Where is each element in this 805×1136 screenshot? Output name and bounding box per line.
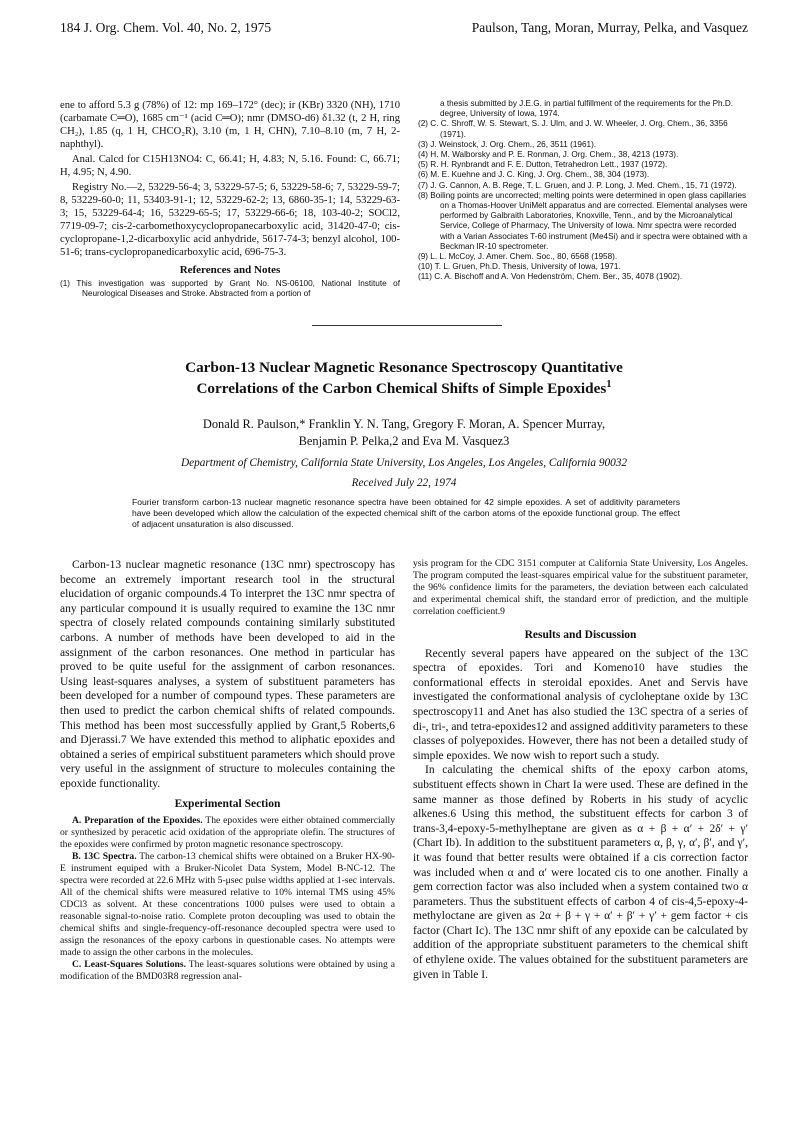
references-heading: References and Notes — [179, 264, 281, 276]
results-paragraph-1: Recently several papers have appeared on the subject of the 13C spectra of epoxides. Tori and Komeno10 have studies the conformational effects in steroidal epoxides. Anet and Servis have investigated the conformational analysis of cycloheptane oxide by 13C spectroscopy11 and Anet has also studied the 13C spectra of a series of di-, tri-, and tetra-epoxides12 and assigned additivity parameters to these classes of polyepoxides. However, there has not been a detailed study of simple epoxides. We now wish to report such a study. — [413, 647, 748, 762]
results-heading: Results and Discussion — [524, 629, 637, 641]
author-list — [60, 416, 748, 450]
exp-a-text: The epoxides were either obtained commercially or synthesized by peracetic acid oxidation of the appropriate olefin. The structures of the epoxides were confirmed by proton magnetic resonance spectroscopy. — [60, 815, 395, 851]
body-right-column — [413, 558, 748, 982]
reference-6: (6) M. E. Kuehne and J. C. King, J. Org. Chem., 38, 304 (1973). — [418, 170, 650, 180]
reference-7: (7) J. G. Cannon, A. B. Rege, T. L. Gruen, and J. P. Long, J. Med. Chem., 15, 71 (1972). — [418, 180, 737, 190]
exp-c-title: C. Least-Squares Solutions. — [72, 959, 186, 971]
authors-line-2: Benjamin P. Pelka,2 and Eva M. Vasquez3 — [298, 434, 510, 448]
section-divider — [312, 325, 502, 326]
affiliation: Department of Chemistry, California State University, Los Angeles, Los Angeles, California 90032 — [180, 457, 628, 469]
methods-continuation: ysis program for the CDC 3151 computer at California State University, Los Angeles. The program computed the least-squares empirical value for the substituent parameter, the 96% confidence limits for the parameters, the deviation between each calculated and experimental chemical shift, the standard error of prediction, and the multiple correlation coefficient.9 — [413, 558, 748, 617]
introduction-paragraph: Carbon-13 nuclear magnetic resonance (13C nmr) spectroscopy has become an extremely important research tool in the structural elucidation of organic compounds.4 To interpret the 13C nmr spectra of any particular compound it is usually required to examine the 13C nmr spectra of closely related compounds containing similarly substituted carbons. A number of methods have been developed to aid in the assignment of the carbon resonances. One method in particular has proved to be quite useful for the assignment of carbon resonances. Using least-squares analyses, a system of substituent parameters has been developed for a number of compound types. These parameters are then used to predict the carbon chemical shifts of related compounds. This method has been most successfully applied by Grant,5 Roberts,6 and Djerassi.7 We have extended this method to aliphatic epoxides and obtained a series of empirical substituent parameters which should prove very useful in the assignment of structure to molecules containing the epoxide functionality. — [60, 559, 395, 790]
article-title — [60, 357, 748, 399]
reference-2: (2) C. C. Shroff, W. S. Stewart, S. J. Ulm, and J. W. Wheeler, J. Org. Chem., 36, 3356 (1971). — [418, 119, 728, 139]
authors-line-1: Donald R. Paulson,* Franklin Y. N. Tang, Gregory F. Moran, A. Spencer Murray, — [202, 417, 606, 431]
exp-paragraph-c — [60, 959, 395, 983]
reference-4: (4) H. M. Walborsky and P. E. Ronman, J. Org. Chem., 38, 4213 (1973). — [418, 150, 679, 160]
title-footnote-mark: 1 — [606, 378, 612, 390]
exp-paragraph-a — [60, 815, 395, 851]
reference-9: (9) L. L. McCoy, J. Amer. Chem. Soc., 80, 6568 (1958). — [418, 252, 618, 262]
reference-1: (1) This investigation was supported by Grant No. NS-06100, National Institute of Neurological Diseases and Stroke. Abstracted from a portion of — [60, 279, 400, 299]
exp-b-title: B. 13C Spectra. — [72, 851, 137, 863]
exp-b-text: The carbon-13 chemical shifts were obtained on a Bruker HX-90-E instrument equiped with a Bruker-Nicolet Data System, Model B-NC-12. The spectra were recorded at 22.6 MHz with 5-μsec pulse widths applied at 1-sec intervals. All of the chemical shifts were measured relative to 10% internal TMS using 45% CDCl3 as solvent. At these concentrations 1000 pulses were used to obtain a reasonable signal-to-noise ratio. Complete proton decoupling was used to obtain the chemical shifts and single-frequency-off-resonance decoupled spectra were used to assign the resonances of the epoxy carbons in questionable cases. No attempts were made to assign the other carbons in the molecules. — [60, 851, 395, 959]
title-line-2-text: Correlations of the Carbon Chemical Shifts of Simple Epoxides — [196, 380, 607, 397]
reference-1-continued: a thesis submitted by J.E.G. in partial fulfillment of the requirements for the Ph.D. degree, University of Iowa, 1974. — [440, 99, 734, 119]
abstract: Fourier transform carbon-13 nuclear magnetic resonance spectra have been obtained for 42 simple epoxides. A set of additivity parameters have been developed which allow the calculation of the expected chemical shift of the carbon atoms of the epoxide functional group. The effect of adjacent unsaturation is also discussed. — [132, 497, 680, 529]
reference-10: (10) T. L. Gruen, Ph.D. Thesis, University of Iowa, 1971. — [418, 262, 621, 272]
analysis-text: Anal. Calcd for C15H13NO4: C, 66.41; H, 4.83; N, 5.16. Found: C, 66.71; H, 4.95; N, 4.90. — [60, 154, 400, 178]
experimental-section — [60, 815, 395, 983]
top-left-column — [60, 99, 400, 301]
experimental-heading: Experimental Section — [174, 797, 281, 810]
running-header — [60, 20, 748, 40]
received-date: Received July 22, 1974 — [351, 477, 457, 489]
results-paragraph-2: In calculating the chemical shifts of the epoxy carbon atoms, substituent effects shown in Chart Ia were used. These are defined in the same manner as those defined by Roberts in his study of acyclic alkenes.6 Using this method, the substituent effects for carbon 3 of trans-3,4-epoxy-5-methylheptane are given as α + β + α′ + 2δ′ + γ′ (Chart Ib). In addition to the substituent parameters α, β, γ, α′, β′, and γ′, it was found that better results were obtained if a cis correction factor was included when α and α′ were located cis to one another. Finally a gem correction factor was also included when a system contained two α parameters. Thus the substituent effects of carbon 4 of cis-4,5-epoxy-4-methyloctane are given as 2α + β + γ + α′ + β′ + γ′ + gem factor + cis factor (Chart Ic). The 13C nmr shift of any epoxide can be calculated by addition of the appropriate substituent parameters to the chemical shift of ethylene oxide. The values obtained for the substituent parameters are given in Table I. — [413, 764, 748, 981]
body-left-column — [60, 558, 395, 983]
registry-numbers: Registry No.—2, 53229-56-4; 3, 53229-57-5; 6, 53229-58-6; 7, 53229-59-7; 8, 53229-60-0; 11, 53403-91-1; 12, 53229-62-2; 13, 6860-35-1; 14, 53229-63-3; 15, 53229-64-4; 16, 53229-65-5; 17, 53229-66-6; 18, 103-40-2; SOCl2, 7719-09-7; cis-2-carbomethoxycyclopropanecarboxylic acid, 31420-47-0; cis-cyclopropane-1,2-dicarboxylic acid anhydride, 5617-74-3; benzyl alcohol, 100-51-6; trans-cyclopropanedicarboxylic acid, 696-75-3. — [60, 182, 400, 258]
reference-8: (8) Boiling points are uncorrected; melting points were determined in open glass capillaries on a Thomas-Hoover UniMelt apparatus and are corrected. Elemental analyses were performed by Galbraith Laboratories, Knoxville, Tenn., and by the Microanalytical Service, College of Pharmacy, The University of Iowa. Nmr spectra were recorded with a Varian Associates T-60 instrument (Me4Si) and ir spectra were obtained with a Beckman IR-10 spectrometer. — [418, 190, 748, 251]
header-authors: Paulson, Tang, Moran, Murray, Pelka, and Vasquez — [471, 20, 748, 35]
exp-a-title: A. Preparation of the Epoxides. — [72, 815, 203, 827]
exp-paragraph-b — [60, 851, 395, 959]
reference-3: (3) J. Weinstock, J. Org. Chem., 26, 3511 (1961). — [418, 139, 597, 149]
top-right-column — [418, 99, 748, 283]
header-journal-citation: 184 J. Org. Chem. Vol. 40, No. 2, 1975 — [60, 20, 272, 35]
exp-c-text: The least-squares solutions were obtained by using a modification of the BMD03R8 regression anal- — [60, 959, 395, 983]
reference-5: (5) R. H. Rynbrandt and F. E. Dutton, Tetrahedron Lett., 1937 (1972). — [418, 160, 668, 170]
reference-11: (11) C. A. Bischoff and A. Von Hedenström, Chem. Ber., 35, 4078 (1902). — [418, 272, 683, 282]
title-line-1: Carbon-13 Nuclear Magnetic Resonance Spectroscopy Quantitative — [185, 359, 623, 376]
title-line-2 — [60, 378, 748, 399]
prior-article-text: ene to afford 5.3 g (78%) of 12: mp 169–172° (dec); ir (KBr) 3320 (NH), 1710 (carbamate C═O), 1685 cm⁻¹ (acid C═O); nmr (DMSO-d6) δ1.32 (t, 2 H, ring CH₂), 1.85 (q, 1 H, CHCO₂R), 3.10 (m, 1 H, CHN), 7.10–8.10 (m, 7 H, 2-naphthyl). — [60, 100, 400, 150]
